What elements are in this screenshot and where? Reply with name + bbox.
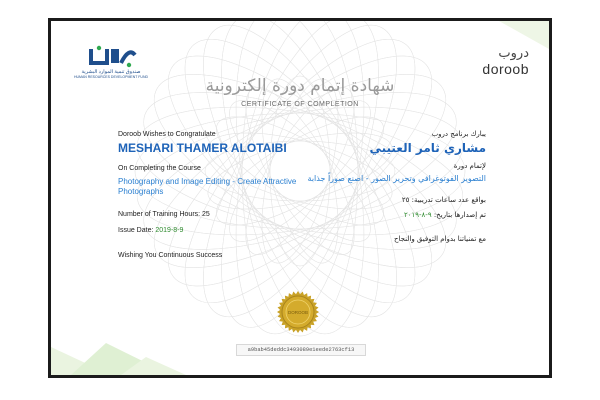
recipient-name-ar: مشاري ثامر العتيبي	[369, 141, 486, 155]
hrdf-logo	[73, 45, 149, 80]
wishes-line-ar: مع تمنياتنا بدوام التوفيق والنجاح	[393, 235, 486, 243]
hrdf-logo-mark	[85, 45, 137, 69]
course-title-ar: التصوير الفوتوغرافي وتحرير الصور - اصنع صوراً جذابة	[307, 174, 486, 183]
seal-text: DOROOB	[287, 310, 309, 315]
training-hours-en: Number of Training Hours: 25	[118, 211, 210, 218]
doroob-arabic-text: دروب	[498, 46, 529, 61]
issue-date-label-en: Issue Date:	[118, 227, 154, 234]
certificate	[51, 21, 549, 375]
arabic-column	[286, 130, 486, 244]
course-title-en: Photography and Image Editing - Create Attractive Photographs	[118, 177, 297, 196]
certificate-title-english: CERTIFICATE OF COMPLETION	[241, 101, 359, 108]
issue-date-ar	[286, 211, 486, 220]
recipient-name-en: MESHARI THAMER ALOTAIBI	[118, 141, 287, 155]
gold-seal	[276, 290, 320, 334]
completing-line-en: On Completing the Course	[118, 165, 201, 172]
decorative-triangles-left	[51, 335, 191, 375]
issue-date-value-en: 2019-8-9	[155, 227, 184, 234]
doroob-english-text: doroob	[482, 61, 529, 77]
doroob-logo	[482, 47, 529, 77]
completing-line-ar: لإتمام دورة	[453, 162, 486, 170]
hrdf-arabic-text: صندوق تنمية الموارد البشرية	[81, 69, 141, 75]
verification-hash[interactable]: a9bab45deddc3493089e1eede2763cf13	[236, 344, 366, 356]
training-hours-ar: بواقع عدد ساعات تدريبية: ٢٥	[401, 196, 486, 204]
hrdf-english-text: HUMAN RESOURCES DEVELOPMENT FUND	[73, 75, 149, 79]
issue-date-value-ar: ٩-٨-٢٠١٩	[403, 211, 432, 219]
certificate-title-arabic: شهادة إتمام دورة إلكترونية	[205, 76, 395, 96]
certificate-frame	[48, 18, 552, 378]
wishes-line-en: Wishing You Continuous Success	[118, 252, 223, 259]
issue-date-label-ar: تم إصدارها بتاريخ:	[433, 211, 486, 219]
congrats-line-ar: يبارك برنامج دروب	[431, 130, 486, 138]
congrats-line-en: Doroob Wishes to Congratulate	[118, 131, 216, 138]
